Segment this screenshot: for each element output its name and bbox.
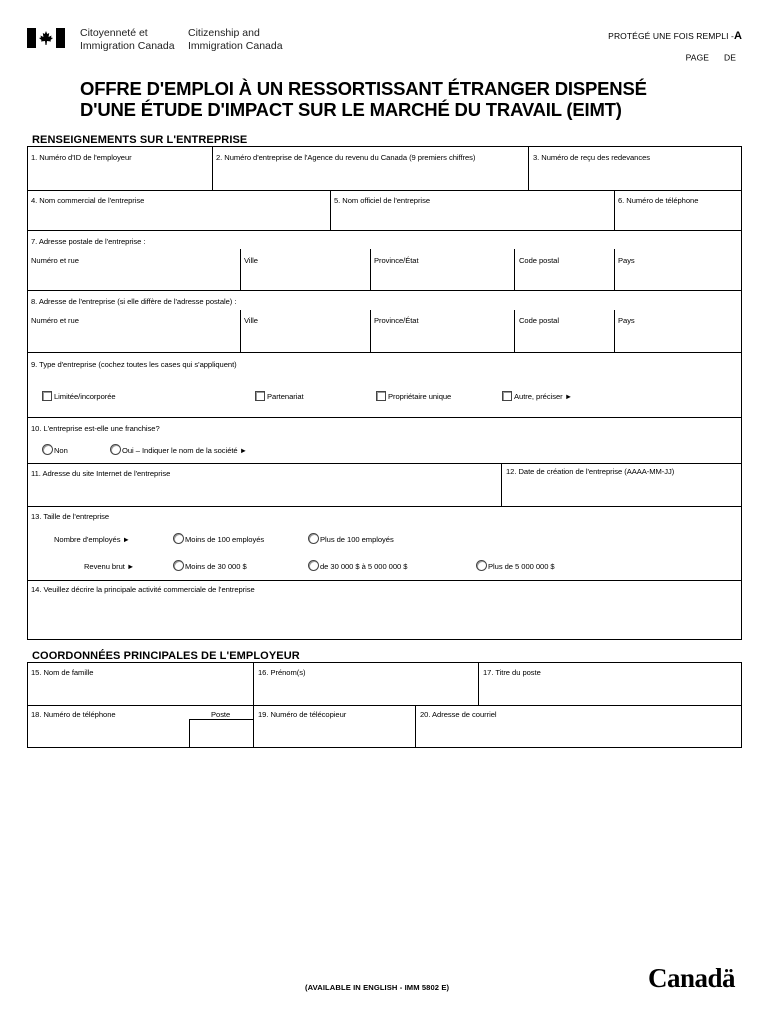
mailing-city-input[interactable] <box>244 268 370 289</box>
checkbox-partnership[interactable] <box>255 391 265 401</box>
label-telephone: 6. Numéro de téléphone <box>618 196 699 205</box>
legal-name-input[interactable] <box>334 208 614 229</box>
column-divider <box>614 249 615 290</box>
column-divider <box>415 705 416 748</box>
row-divider <box>27 417 742 418</box>
page-number-field[interactable] <box>712 52 722 63</box>
label-employer-telephone: 18. Numéro de téléphone <box>31 710 116 719</box>
row-divider <box>27 190 742 191</box>
telephone-input[interactable] <box>618 208 742 229</box>
protection-notice-text: PROTÉGÉ UNE FOIS REMPLI - <box>608 31 734 41</box>
radio-revenue-30k-5m[interactable] <box>308 560 319 571</box>
label-extension: Poste <box>211 710 231 719</box>
row-divider <box>27 580 742 581</box>
label-mailing-postal-code: Code postal <box>519 256 559 265</box>
column-divider <box>240 249 241 290</box>
form-title <box>80 78 647 120</box>
mailing-postal-code-input[interactable] <box>519 268 614 289</box>
form-title-line2: D'UNE ÉTUDE D'IMPACT SUR LE MARCHÉ DU TRAVAIL (EIMT) <box>80 99 622 120</box>
label-revenue-over-5m: Plus de 5 000 000 $ <box>488 562 555 571</box>
radio-revenue-under-30k[interactable] <box>173 560 184 571</box>
column-divider <box>614 190 615 230</box>
label-creation-date: 12. Date de création de l'entreprise (AAAA-MM-JJ) <box>506 467 675 476</box>
section-heading-employer-contact: COORDONNÉES PRINCIPALES DE L'EMPLOYEUR <box>32 650 300 662</box>
row-divider <box>27 705 742 706</box>
label-legal-name: 5. Nom officiel de l'entreprise <box>334 196 430 205</box>
family-name-input[interactable] <box>31 681 253 703</box>
extension-input[interactable] <box>193 723 253 746</box>
label-employees-under-100: Moins de 100 employés <box>185 535 265 544</box>
section-heading-company-info: RENSEIGNEMENTS SUR L'ENTREPRISE <box>32 134 248 146</box>
label-franchise-question: 10. L'entreprise est-elle une franchise? <box>31 424 160 433</box>
other-type-input[interactable] <box>586 388 740 406</box>
column-divider <box>528 146 529 190</box>
label-business-size: 13. Taille de l'entreprise <box>31 512 110 521</box>
canada-flag-icon <box>27 28 65 48</box>
label-mailing-city: Ville <box>244 256 258 265</box>
column-divider <box>212 146 213 190</box>
fax-number-input[interactable] <box>258 723 415 746</box>
column-divider <box>370 310 371 352</box>
department-name-en-line2: Immigration Canada <box>188 40 283 52</box>
radio-franchise-no[interactable] <box>42 444 53 455</box>
website-input[interactable] <box>31 482 500 504</box>
radio-employees-under-100[interactable] <box>173 533 184 544</box>
label-main-activity: 14. Veuillez décrire la principale activité commerciale de l'entreprise <box>31 585 255 594</box>
column-divider <box>253 705 254 748</box>
label-business-province: Province/État <box>374 316 419 325</box>
row-divider <box>27 506 742 507</box>
page-label: PAGE <box>685 52 710 63</box>
given-names-input[interactable] <box>258 681 478 703</box>
row-divider <box>27 352 742 353</box>
column-divider <box>501 463 502 506</box>
label-business-address: 8. Adresse de l'entreprise (si elle diffère de l'adresse postale) : <box>31 297 237 306</box>
franchise-company-name-input[interactable] <box>275 442 739 460</box>
department-name-fr-line2: Immigration Canada <box>80 40 175 52</box>
checkbox-limited-incorporated[interactable] <box>42 391 52 401</box>
label-employee-count: Nombre d'employés ► <box>54 535 130 544</box>
job-title-input[interactable] <box>483 681 741 703</box>
protection-level: A <box>733 30 742 42</box>
creation-date-input[interactable] <box>506 482 741 504</box>
label-revenue-under-30k: Moins de 30 000 $ <box>185 562 247 571</box>
label-fax-number: 19. Numéro de télécopieur <box>258 710 347 719</box>
column-divider <box>370 249 371 290</box>
employer-id-input[interactable] <box>31 167 211 189</box>
label-mailing-address: 7. Adresse postale de l'entreprise : <box>31 237 146 246</box>
column-divider <box>240 310 241 352</box>
label-partnership: Partenariat <box>267 392 304 401</box>
label-other-specify: Autre, préciser ► <box>514 392 573 401</box>
employer-telephone-input[interactable] <box>31 723 189 746</box>
business-postal-code-input[interactable] <box>519 329 614 351</box>
label-business-postal-code: Code postal <box>519 316 559 325</box>
extension-divider <box>189 719 253 720</box>
radio-franchise-yes[interactable] <box>110 444 121 455</box>
fee-receipt-number-input[interactable] <box>533 167 741 189</box>
label-business-type: 9. Type d'entreprise (cochez toutes les cases qui s'appliquent) <box>31 360 237 369</box>
business-province-input[interactable] <box>374 329 514 351</box>
column-divider <box>514 310 515 352</box>
label-business-country: Pays <box>618 316 635 325</box>
column-divider <box>514 249 515 290</box>
label-mailing-country: Pays <box>618 256 635 265</box>
department-name-fr <box>80 27 175 53</box>
label-given-names: 16. Prénom(s) <box>258 668 306 677</box>
label-family-name: 15. Nom de famille <box>31 668 94 677</box>
checkbox-sole-proprietor[interactable] <box>376 391 386 401</box>
mailing-street-input[interactable] <box>31 268 240 289</box>
radio-employees-over-100[interactable] <box>308 533 319 544</box>
column-divider <box>478 662 479 705</box>
column-divider <box>330 190 331 230</box>
label-franchise-yes: Oui – Indiquer le nom de la société ► <box>122 446 248 455</box>
mailing-province-input[interactable] <box>374 268 514 289</box>
business-city-input[interactable] <box>244 329 370 351</box>
column-divider <box>253 662 254 705</box>
label-employees-over-100: Plus de 100 employés <box>320 535 394 544</box>
radio-revenue-over-5m[interactable] <box>476 560 487 571</box>
label-fee-receipt-number: 3. Numéro de reçu des redevances <box>533 153 651 162</box>
department-name-fr-line1: Citoyenneté et <box>80 27 148 39</box>
cra-business-number-input[interactable] <box>216 167 528 189</box>
row-divider <box>27 290 742 291</box>
page-counter <box>686 52 736 63</box>
label-job-title: 17. Titre du poste <box>483 668 541 677</box>
department-name-en <box>188 27 283 53</box>
page-of-label: DE <box>723 52 736 63</box>
label-mailing-street: Numéro et rue <box>31 256 79 265</box>
label-business-city: Ville <box>244 316 258 325</box>
label-employer-id: 1. Numéro d'ID de l'employeur <box>31 153 132 162</box>
column-divider <box>189 719 190 748</box>
row-divider <box>27 463 742 464</box>
operating-name-input[interactable] <box>31 208 330 229</box>
label-franchise-no: Non <box>54 446 68 455</box>
canada-wordmark: Canadä <box>648 963 736 993</box>
label-revenue-30k-5m: de 30 000 $ à 5 000 000 $ <box>320 562 408 571</box>
english-version-notice: (AVAILABLE IN ENGLISH - IMM 5802 E) <box>305 983 450 992</box>
column-divider <box>614 310 615 352</box>
label-sole-proprietor: Propriétaire unique <box>388 392 452 401</box>
checkbox-other[interactable] <box>502 391 512 401</box>
mailing-country-input[interactable] <box>618 268 742 289</box>
label-email: 20. Adresse de courriel <box>420 710 497 719</box>
business-street-input[interactable] <box>31 329 240 351</box>
business-country-input[interactable] <box>618 329 742 351</box>
label-business-street: Numéro et rue <box>31 316 79 325</box>
form-title-line1: OFFRE D'EMPLOI À UN RESSORTISSANT ÉTRANGER DISPENSÉ <box>80 78 647 99</box>
label-limited-incorporated: Limitée/incorporée <box>54 392 116 401</box>
row-divider <box>27 230 742 231</box>
protection-notice <box>608 30 742 42</box>
email-input[interactable] <box>420 723 741 746</box>
label-operating-name: 4. Nom commercial de l'entreprise <box>31 196 145 205</box>
label-gross-revenue: Revenu brut ► <box>84 562 135 571</box>
main-activity-textarea[interactable] <box>31 597 740 639</box>
label-mailing-province: Province/État <box>374 256 419 265</box>
label-cra-business-number: 2. Numéro d'entreprise de l'Agence du revenu du Canada (9 premiers chiffres) <box>216 153 476 162</box>
label-website: 11. Adresse du site Internet de l'entreprise <box>31 469 171 478</box>
department-name-en-line1: Citizenship and <box>188 27 260 39</box>
